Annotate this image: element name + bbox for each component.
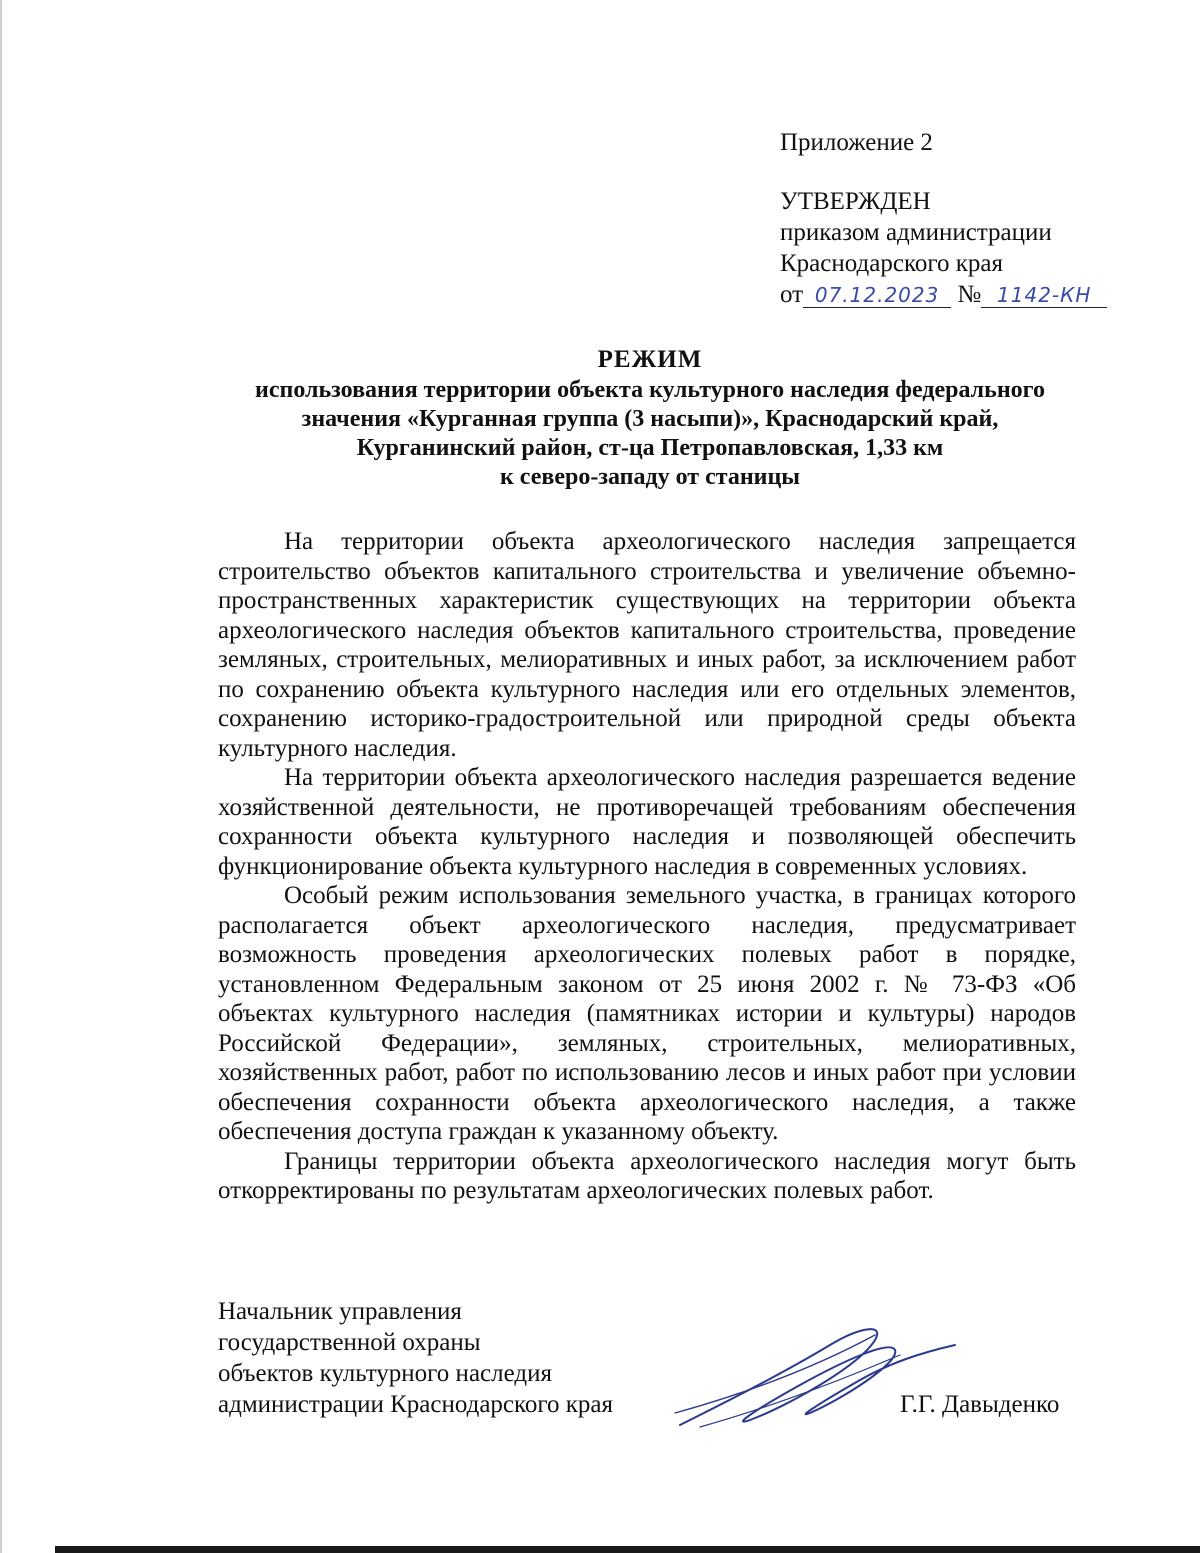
scan-bottom-edge (55, 1546, 1200, 1553)
title-line-2: значения «Курганная группа (3 насыпи)», Краснодарский край, (301, 406, 999, 432)
approval-block (780, 127, 1140, 310)
title-line-4: к северо-западу от станицы (499, 464, 801, 490)
signatory-line-4: администрации Краснодарского края (218, 1391, 614, 1418)
approval-line-2: Краснодарского края (780, 250, 1003, 277)
appendix-label: Приложение 2 (780, 129, 933, 156)
title-main: РЕЖИМ (597, 346, 703, 373)
paragraph-3: Особый режим использования земельного участка, в границах которого располагается объект археологического наследия, предусматривает возможность проведения археологических полевых работ в порядке, установленном Федеральным законом от 25 июня 2002 г. № 73-ФЗ «Об объектах культурного наследия (памятниках истории и культуры) народов Российской Федерации», земляных, строительных, мелиоративных, хозяйственных работ, работ по использованию лесов и иных работ при условии обеспечения сохранности объекта археологического наследия, а также обеспечения доступа граждан к указанному объекту. (218, 882, 1076, 1145)
number-prefix: № (957, 281, 982, 308)
approval-line-1: приказом администрации (780, 219, 1052, 246)
signatory-title (218, 1296, 638, 1420)
date-prefix: от (780, 281, 804, 308)
approval-date-line (780, 279, 1140, 310)
handwritten-date: 07.12.2023 (803, 283, 951, 308)
scan-left-edge (0, 0, 2, 1553)
signatory-line-2: государственной охраны (218, 1329, 481, 1356)
paragraph-1: На территории объекта археологического наследия запрещается строительство объектов капитального строительства и увеличение объемно-пространственных характеристик существующих на территории объекта археологического наследия объектов капитального строительства, проведение земляных, строительных, мелиоративных и иных работ, за исключением работ по сохранению объекта культурного наследия или его отдельных элементов, сохранению историко-градостроительной или природной среды объекта культурного наследия. (218, 528, 1076, 762)
signatory-line-3: объектов культурного наследия (218, 1360, 552, 1387)
title-line-3: Курганинский район, ст-ца Петропавловская, 1,33 км (356, 435, 944, 461)
document-body (218, 527, 1076, 1206)
signatory-line-1: Начальник управления (218, 1298, 462, 1325)
title-line-1: использования территории объекта культурного наследия федерального (255, 377, 1045, 403)
handwritten-number: 1142-КН (981, 283, 1107, 308)
approved-label: УТВЕРЖДЕН (780, 188, 931, 215)
paragraph-2: На территории объекта археологического наследия разрешается ведение хозяйственной деятельности, не противоречащей требованиям обеспечения сохранности объекта культурного наследия и позволяющей обеспечить функционирование объекта культурного наследия в современных условиях. (218, 764, 1076, 880)
paragraph-4: Границы территории объекта археологического наследия могут быть откорректированы по результатам археологических полевых работ. (218, 1147, 1076, 1204)
signatory-name: Г.Г. Давыденко (900, 1391, 1060, 1418)
document-title (200, 345, 1100, 492)
